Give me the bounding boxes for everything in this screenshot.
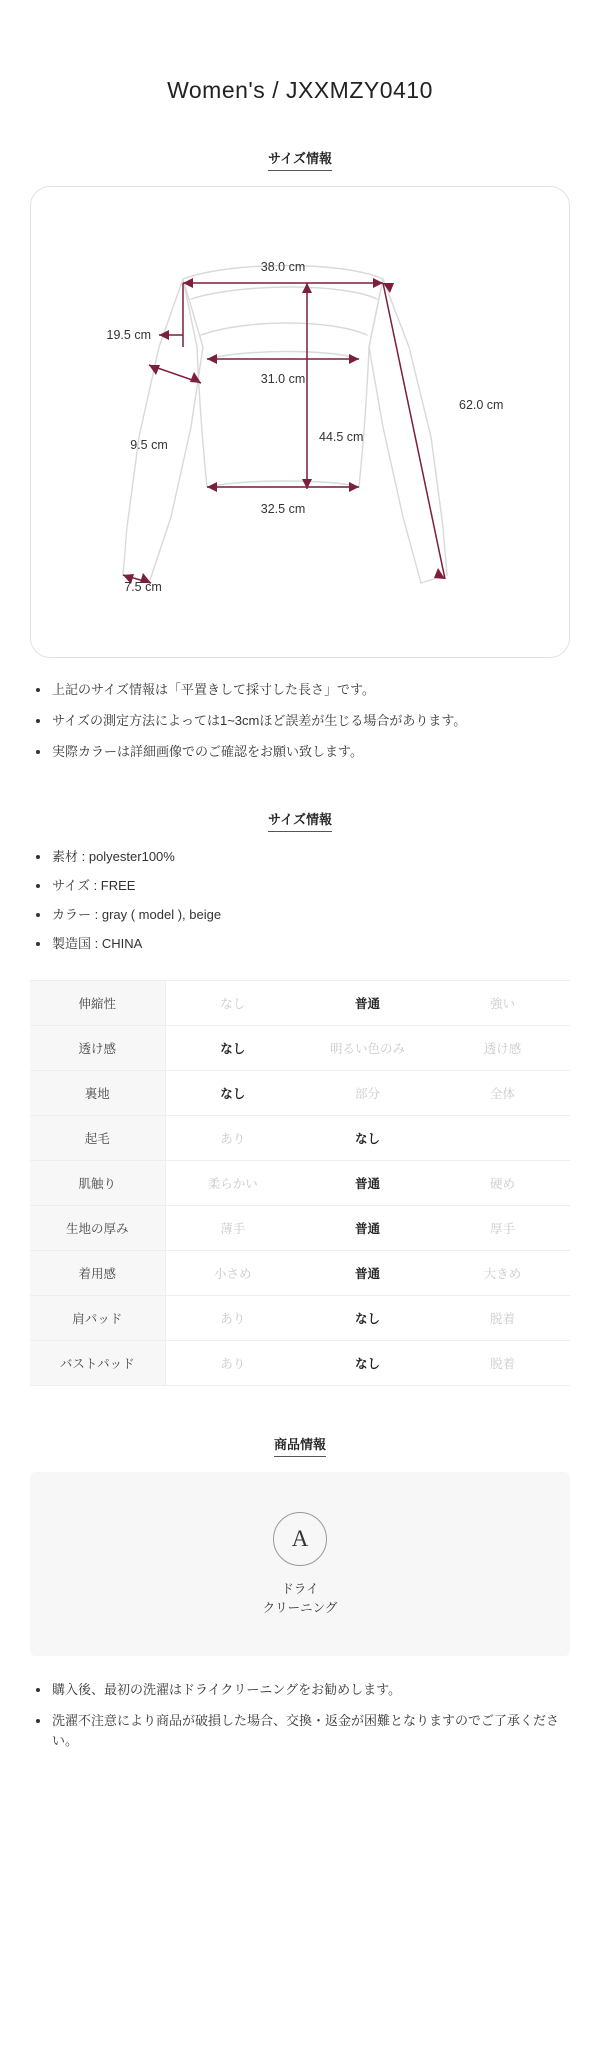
size-diagram bbox=[30, 186, 570, 658]
cell-option-1: なし bbox=[354, 1357, 380, 1372]
cell-option-1: 明るい色のみ bbox=[329, 1042, 405, 1057]
cell-option-1: 普通 bbox=[354, 1267, 380, 1282]
list-item: 実際カラーは詳細画像でのご確認をお願い致します。 bbox=[30, 742, 570, 762]
row-label: 肩パッド bbox=[30, 1296, 165, 1341]
list-item: 素材 : polyester100% bbox=[30, 847, 570, 867]
measure-label-bust: 31.0 cm bbox=[260, 372, 306, 387]
care-caption bbox=[30, 1580, 570, 1618]
measure-label-hem-width: 32.5 cm bbox=[260, 502, 306, 517]
cell-option-0: あり bbox=[220, 1132, 246, 1147]
list-item: カラー : gray ( model ), beige bbox=[30, 905, 570, 925]
measurement-lines bbox=[123, 278, 445, 584]
cell-option-1: 普通 bbox=[354, 997, 380, 1012]
table-row bbox=[30, 1251, 570, 1296]
spec-section-heading-text: サイズ情報 bbox=[268, 812, 332, 832]
size-section-heading-text: サイズ情報 bbox=[268, 151, 332, 171]
cell-option-0: 薄手 bbox=[220, 1222, 246, 1237]
cell-option-2 bbox=[435, 1116, 570, 1161]
list-item: 購入後、最初の洗濯はドライクリーニングをお勧めします。 bbox=[30, 1680, 570, 1700]
dry-clean-icon bbox=[273, 1512, 327, 1566]
table-row bbox=[30, 1341, 570, 1386]
table-row bbox=[30, 1161, 570, 1206]
bottom-spacer bbox=[30, 1762, 570, 1802]
list-item: 製造国 : CHINA bbox=[30, 934, 570, 954]
measure-label-armhole: 9.5 cm bbox=[130, 438, 168, 453]
row-label: 肌触り bbox=[30, 1161, 165, 1206]
table-row bbox=[30, 1026, 570, 1071]
row-label: 着用感 bbox=[30, 1251, 165, 1296]
care-section-heading-text: 商品情報 bbox=[274, 1437, 326, 1457]
cell-option-2: 脱着 bbox=[489, 1312, 515, 1327]
care-caption-line1: ドライ bbox=[281, 1582, 319, 1597]
product-detail-page bbox=[0, 76, 600, 1802]
dry-clean-icon-letter: A bbox=[291, 1526, 309, 1552]
cell-option-1: 普通 bbox=[354, 1222, 380, 1237]
cell-option-1: 普通 bbox=[354, 1177, 380, 1192]
list-item: サイズの測定方法によっては1~3cmほど誤差が生じる場合があります。 bbox=[30, 711, 570, 731]
table-row bbox=[30, 1071, 570, 1116]
care-notes-list bbox=[30, 1680, 570, 1751]
cell-option-2: 硬め bbox=[489, 1177, 515, 1192]
cell-option-0: 柔らかい bbox=[207, 1177, 258, 1192]
table-row bbox=[30, 1116, 570, 1161]
cell-option-1: 部分 bbox=[354, 1087, 380, 1102]
cell-option-1: なし bbox=[354, 1132, 380, 1147]
cell-option-1: なし bbox=[354, 1312, 380, 1327]
cell-option-0: あり bbox=[220, 1312, 246, 1327]
cell-option-2: 透け感 bbox=[483, 1042, 522, 1057]
spec-details-list bbox=[30, 847, 570, 955]
table-row bbox=[30, 1296, 570, 1341]
garment-outline bbox=[123, 266, 447, 584]
measure-label-cuff-width: 7.5 cm bbox=[124, 580, 162, 595]
care-caption-line2: クリーニング bbox=[262, 1601, 338, 1616]
cell-option-0: 小さめ bbox=[213, 1267, 252, 1282]
cell-option-2: 厚手 bbox=[489, 1222, 515, 1237]
list-item: 洗濯不注意により商品が破損した場合、交換・返金が困難となりますのでご了承ください。 bbox=[30, 1711, 570, 1751]
cell-option-0: あり bbox=[220, 1357, 246, 1372]
measure-label-shoulder-width: 38.0 cm bbox=[260, 260, 306, 275]
row-label: 裏地 bbox=[30, 1071, 165, 1116]
cell-option-0: なし bbox=[220, 997, 246, 1012]
list-item: サイズ : FREE bbox=[30, 876, 570, 896]
spec-table bbox=[30, 980, 570, 1386]
cell-option-0: なし bbox=[220, 1087, 246, 1102]
cell-option-2: 強い bbox=[489, 997, 515, 1012]
measure-label-total-length: 44.5 cm bbox=[319, 430, 364, 445]
cell-option-2: 大きめ bbox=[483, 1267, 522, 1282]
cell-option-2: 脱着 bbox=[489, 1357, 515, 1372]
row-label: 透け感 bbox=[30, 1026, 165, 1071]
list-item: 上記のサイズ情報は「平置きして採寸した長さ」です。 bbox=[30, 680, 570, 700]
care-section-heading bbox=[30, 1436, 570, 1454]
table-row bbox=[30, 981, 570, 1026]
size-notes-list bbox=[30, 680, 570, 762]
row-label: 起毛 bbox=[30, 1116, 165, 1161]
spec-section-heading bbox=[30, 811, 570, 829]
row-label: バストパッド bbox=[30, 1341, 165, 1386]
cell-option-0: なし bbox=[220, 1042, 246, 1057]
size-section-heading bbox=[30, 150, 570, 168]
row-label: 生地の厚み bbox=[30, 1206, 165, 1251]
size-diagram-svg bbox=[31, 187, 569, 657]
measure-label-sleeve-length: 62.0 cm bbox=[459, 398, 504, 413]
row-label: 伸縮性 bbox=[30, 981, 165, 1026]
measure-label-sleeve-opening-top: 19.5 cm bbox=[106, 328, 151, 343]
cell-option-2: 全体 bbox=[489, 1087, 515, 1102]
care-symbol-box bbox=[30, 1472, 570, 1656]
page-title: Women's / JXXMZY0410 bbox=[167, 77, 433, 103]
table-row bbox=[30, 1206, 570, 1251]
